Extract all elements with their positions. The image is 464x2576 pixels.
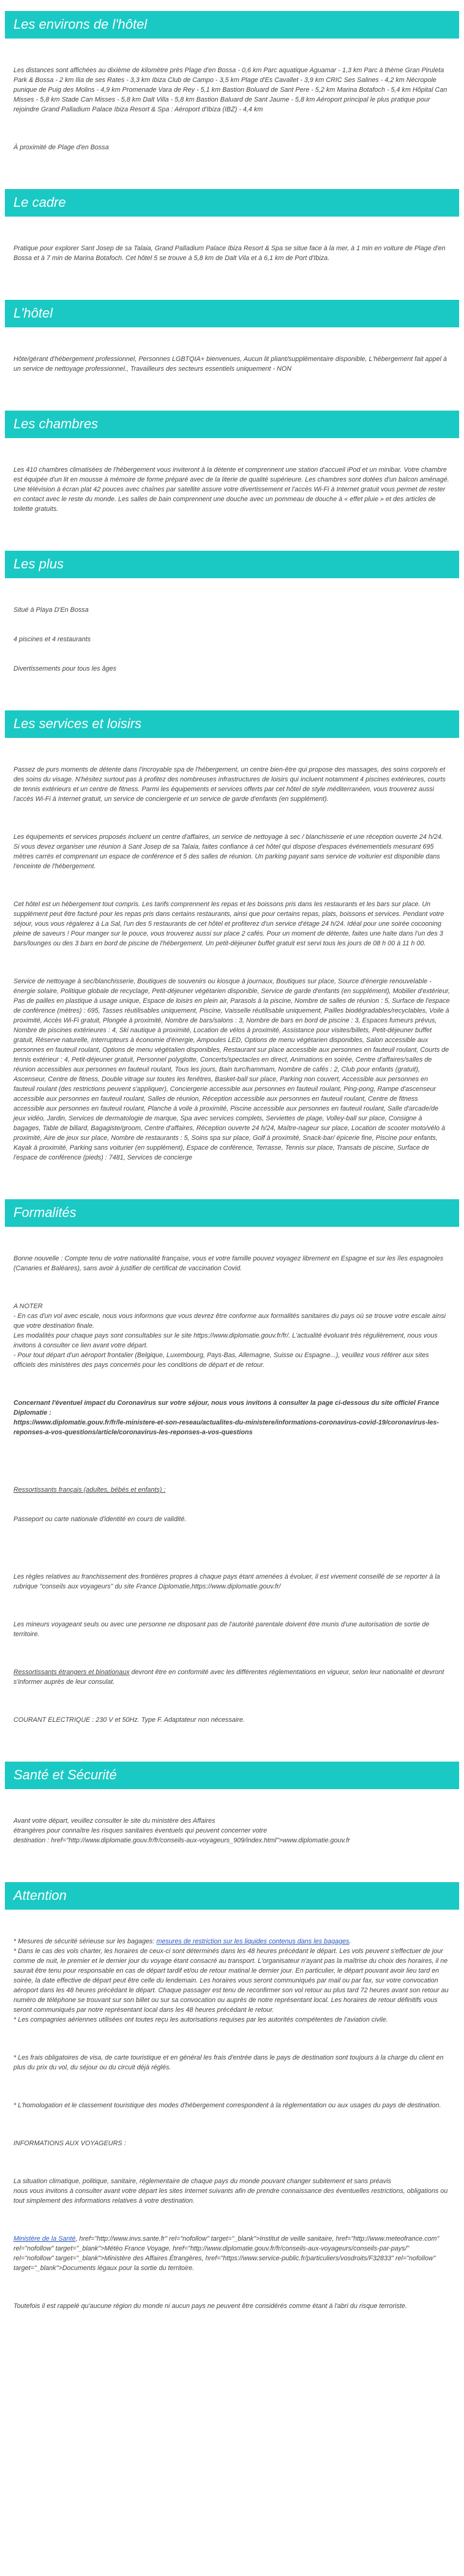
section-environs bbox=[0, 11, 464, 172]
chambres-text: Les 410 chambres climatisées de l'hébergement vous inviteront à la détente et comprennent une station d'accueil iPod et un minibar. Votre chambre est équipée d'un lit en mousse à mémoire de forme préparé avec de la literie de qualité supérieure. Les chambres sont dotées d'un balcon aménagé. Une télévision à écran plat 42 pouces avec chaînes par satellite assure votre divertissement et l'accès Wi-Fi à Internet gratuit vous permet de rester en contact avec le reste du monde. Les salles de bain comprennent une douche avec un pommeau de douche à « effet pluie » et des articles de toilette gratuits. bbox=[13, 466, 451, 513]
formalites-good-news: Bonne nouvelle : Compte tenu de votre nationalité française, vous et votre famille pouvez voyagez librement en Espagne et sur les îles espagnoles (Canaries et Baléares), sans avoir à justifier de certificat de vaccination Covid. bbox=[13, 1255, 446, 1272]
sante-text: Avant votre départ, veuillez consulter le site du ministère des Affaires étrangères pour connaître les risques sanitaires éventuels qui peuvent concerner votre destination : href="http://www.diplomatie.gouv.fr/fr/conseils-aux-voyageurs_909/index.html">www.diplomatie.gouv.fr bbox=[13, 1817, 350, 1844]
cadre-text: Pratique pour explorer Sant Josep de sa Talaia, Grand Palladium Palace Ibiza Resort & Spa se situe face à la mer, à 1 min en voiture de Plage d'en Bossa et à 7 min de Marina Botafoch. Cet hôtel 5 se trouve à 5,8 km de Dalt Vila et à 6,1 km de Port d'Ibiza. bbox=[13, 245, 447, 262]
environs-proximity: À proximité de Plage d'en Bossa bbox=[13, 144, 109, 151]
attention-situation-text: La situation climatique, politique, sanitaire, réglementaire de chaque pays du monde pouvant changer subitement et sans préavis nous vous invitons à consulter avant votre départ les sites Internet suivants afin de prendre connaissance des éventuelles restrictions, obligations ou tout simplement des informations relatives à votre destination. bbox=[13, 2178, 448, 2205]
section-body-attention bbox=[5, 1910, 459, 2331]
formalites-french-nationals-heading: Ressortissants français (adultes, bébés et enfants) : bbox=[13, 1486, 166, 1494]
section-body-sante bbox=[5, 1789, 459, 1865]
section-body-plus bbox=[5, 578, 459, 693]
services-spa-text: Passez de purs moments de détente dans l'incroyable spa de l'hébergement, un centre bien-être qui propose des massages, des soins corporels et des soins du visage. N'hésitez surtout pas à profitez des nombreuses infrastructures de loisirs qui incluent notamment 4 piscines extérieures, courts de tennis extérieurs et un centre de fitness. Parmi les équipements et services offerts par cet hôtel de style méditerranéen, vous trouverez aussi l'accès Wi-Fi à Internet gratuit, un service de conciergerie et un service de garde d'enfants (en supplément). bbox=[13, 766, 448, 803]
section-title-chambres: Les chambres bbox=[5, 411, 459, 438]
section-title-services: Les services et loisirs bbox=[5, 710, 459, 738]
attention-accommodation-rating: * L'homologation et le classement touristique des modes d'hébergement correspondent à la réglementation ou aux usages du pays de destination. bbox=[13, 2102, 441, 2109]
formalites-covid-notice: Concernant l'éventuel impact du Coronavirus sur votre séjour, nous vous invitons à consulter la page ci-dessous du site officiel France Diplomatie : https://www.diplomatie.gouv.fr/fr/le-ministere-et-son-reseau/actualites-du-ministere/informations-coronavirus-covid-19/coronavirus-les-reponses-a-vos-questions/article/coronavirus-les-reponses-a-vos-questions bbox=[13, 1399, 440, 1436]
section-body-environs bbox=[5, 39, 459, 172]
section-body-formalites bbox=[5, 1227, 459, 1744]
section-chambres bbox=[0, 411, 464, 534]
section-sante bbox=[0, 1762, 464, 1865]
ministry-health-link[interactable]: Ministère de la Santé bbox=[13, 2235, 76, 2243]
attention-luggage-intro: * Mesures de sécurité sérieuse sur les bagages: bbox=[13, 1938, 157, 1945]
plus-item: 4 piscines et 4 restaurants bbox=[13, 636, 91, 643]
section-title-attention: Attention bbox=[5, 1882, 459, 1910]
section-body-hotel bbox=[5, 327, 459, 393]
section-hotel bbox=[0, 300, 464, 393]
services-dining-text: Cet hôtel est un hébergement tout compris. Les tarifs comprennent les repas et les boissons pris dans les restaurants et les bars sur place. Un supplément peut être facturé pour les repas pris dans certains restaurants, ainsi que pour certains repas, plats, boissons et services. Pendant votre séjour, vous vous régalerez à La Sal, l'un des 5 restaurants de cet hôtel et profiterez d'un service d'étage 24 h/24. Idéal pour une soirée cocooning pleine de saveurs ! Pour manger sur le pouce, vous trouverez aussi sur place 2 cafés. Pour un moment de détente, faites une halte dans l'un des 3 bars/lounges ou des 3 bars en bord de piscine de l'hébergement. Un petit-déjeuner buffet gratuit est servi tous les jours de 08 h 00 à 11 h 00. bbox=[13, 901, 446, 947]
hotel-text: Hôte/gérant d'hébergement professionnel, Personnes LGBTQIA+ bienvenues, Aucun lit pliant/supplémentaire disponible, L'hébergement fait appel à un service de nettoyage professionnel., Travailleurs des secteurs essentiels uniquement - NON bbox=[13, 356, 449, 373]
formalites-electricity: COURANT ELECTRIQUE : 230 V et 50Hz. Type F. Adaptateur non nécessaire. bbox=[13, 1716, 245, 1724]
section-body-cadre bbox=[5, 217, 459, 283]
plus-item: Situé à Playa D'En Bossa bbox=[13, 606, 89, 614]
attention-visa-fees: * Les frais obligatoires de visa, de carte touristique et en général les frais d'entrée dans le pays de destination sont toujours à la charge du client en plus du prix du vol, du séjour ou du circuit déjà réglés. bbox=[13, 2054, 446, 2071]
section-body-services bbox=[5, 738, 459, 1182]
attention-links-text: , href="http://www.invs.sante.fr" rel="nofollow" target="_blank">Institut de veille sanitaire, href="http://www.meteofrance.com" rel="nofollow" target="_blank">Météo France Voyage, href="http://www.diplomatie.gouv.fr/fr/conseils-aux-voyageurs/conseils-par-pays/" rel="nofollow" target="_blank">Ministère des Affaires Étrangères, href="https://www.service-public.fr/particuliers/vosdroits/F32833" rel="nofollow" target="_blank">Documents légaux pour la sortie du territoire. bbox=[13, 2235, 441, 2272]
environs-distances: Les distances sont affichées au dixième de kilomètre près Plage d'en Bossa - 0,6 km Parc aquatique Aguamar - 1,3 km Parc à thème Gran Piruleta Park & Bossa - 2 km Ilia de ses Rates - 3,3 km Ibiza Club de Campo - 3,5 km Plage d'Es Cavallet - 3,9 km CRIC Ses Salines - 4,2 km Nécropole punique de Puig des Molins - 4,9 km Promenade Vara de Rey - 5,1 km Bastion Boluard de Sant Pere - 5,2 km Marina Botafoch - 5,4 km Hôpital Can Misses - 5,8 km Stade Can Misses - 5,8 km Dalt Villa - 5,8 km Bastion Baluard de Sant Jaume - 5,8 km Aéroport principal le plus pratique pour rejoindre Grand Palladium Palace Ibiza Resort & Spa : Aéroport d'Ibiza (IBZ) - 4,4 km bbox=[13, 67, 449, 113]
section-plus bbox=[0, 551, 464, 693]
services-business-text: Les équipements et services proposés incluent un centre d'affaires, un service de nettoyage à sec / blanchisserie et une réception ouverte 24 h/24. Si vous devez organiser une réunion à Sant Josep de sa Talaia, faites confiance à cet hôtel qui dispose d'espaces événementiels mesurant 695 mètres carrés et comprenant un espace de conférence et 5 des salles de réunion. Un parking payant sans service de voiturier est disponible dans l'enceinte de l'hébergement. bbox=[13, 833, 445, 870]
section-title-cadre: Le cadre bbox=[5, 189, 459, 217]
attention-travel-info-heading: INFORMATIONS AUX VOYAGEURS : bbox=[13, 2140, 126, 2147]
liquid-restrictions-link[interactable]: mesures de restriction sur les liquides contenus dans les bagages bbox=[156, 1938, 350, 1945]
section-formalites bbox=[0, 1199, 464, 1744]
section-cadre bbox=[0, 189, 464, 283]
section-attention bbox=[0, 1882, 464, 2331]
section-title-plus: Les plus bbox=[5, 551, 459, 578]
section-title-hotel: L'hôtel bbox=[5, 300, 459, 327]
formalites-french-nationals-text: Passeport ou carte nationale d'identité en cours de validité. bbox=[13, 1516, 187, 1523]
formalites-note: A NOTER - En cas d'un vol avec escale, nous vous informons que vous devrez être conforme aux formalités sanitaires du pays où se trouve votre escale ainsi que votre destination finale. Les modalités pour chaque pays sont consultables sur le site https://www.diplomatie.gouv.fr/fr/. L'actualité évoluant très régulièrement, nous vous invitons à consulter ce lien avant votre départ. - Pour tout départ d'un aéroport frontalier (Belgique, Luxembourg, Pays-Bas, Allemagne, Suisse ou Espagne...), veuillez vous référer aux sites officiels des ministères des pays concernés pour les conditions de départ et de retour. bbox=[13, 1303, 446, 1369]
formalites-foreign-nationals-text: devront être en conformité avec les différentes réglementations en vigueur, selon leur nationalité et devront s'informer auprès de leur consulat. bbox=[13, 1669, 446, 1686]
services-amenities-list: Service de nettoyage à sec/blanchisserie, Boutiques de souvenirs ou kiosque à journaux, Boutiques sur place, Source d'énergie renouvelable - énergie solaire, Politique globale de recyclage, Petit-déjeuner végétarien disponible, Service de garde d'enfants (en supplément), Mobilier d'extérieur, Pas de pailles en plastique à usage unique, Espace de loisirs en plein air, Parasols à la piscine, Nombre de salles de réunion : 5, Surface de l'espace de conférence (mètres) : 695, Tasses réutilisables uniquement, Piscine, Vaisselle réutilisable uniquement, Pailles biodégradables/recyclables, Voile à proximité, Accès Wi-Fi gratuit, Plongée à proximité, Nombre de bars/salons : 3, Nombre de bars en bord de piscine : 3, Espaces fumeurs prévus, Nombre de piscines extérieures : 4, Ski nautique à proximité, Location de vélos à proximité, Assistance pour visites/billets, Petit-déjeuner buffet gratuit, Réserve naturelle, Interrupteurs à économie d'énergie, Ampoules LED, Options de menu végétarien disponibles, Salon accessible aux personnes en fauteuil roulant, Options de menu végétalien disponibles, Restaurant sur place accessible aux personnes en fauteuil roulant, Courts de tennis extérieur : 4, Petit-déjeuner gratuit, Personnel polyglotte, Concerts/spectacles en direct, Animations en soirée, Centre d'affaires/salles de réunion accessibles aux personnes en fauteuil roulant, Tous les jours, Bain turc/hammam, Nombre de cafés : 2, Club pour enfants (gratuit), Ascenseur, Centre de fitness, Double vitrage sur toutes les fenêtres, Basket-ball sur place, Parking non couvert, Accessible aux personnes en fauteuil roulant (des restrictions peuvent s'appliquer), Conciergerie accessible aux personnes en fauteuil roulant, Ping-pong, Rampe d'ascenseur accessible aux personnes en fauteuil roulant, Salles de réunion, Réception accessible aux personnes en fauteuil roulant, Centre de fitness accessible aux personnes en fauteuil roulant, Planche à voile à proximité, Piscine accessible aux personnes en fauteuil roulant, Salle d'arcade/de jeux vidéo, Jardin, Services de dermatologie de marque, Spa avec services complets, Serviettes de plage, Volley-ball sur place, Consigne à bagages, Table de billard, Bagagiste/groom, Centre d'affaires, Réception ouverte 24 h/24, Maître-nageur sur place, Location de scooter moto/vélo à proximité, Aire de jeux sur place, Nombre de restaurants : 5, Soins spa sur place, Golf à proximité, Snack-bar/ épicerie fine, Piscine pour enfants, Kayak à proximité, Parking sans voiturier (en supplément), Espace de conférence, Terrasse, Tennis sur place, Transats de piscine, Surface de l'espace de conférence (pieds) : 7481, Services de concierge bbox=[13, 978, 452, 1161]
section-title-formalites: Formalités bbox=[5, 1199, 459, 1227]
plus-item: Divertissements pour tous les âges bbox=[13, 665, 117, 672]
attention-terrorism-text: Toutefois il est rappelé qu'aucune région du monde ni aucun pays ne peuvent être considérés comme étant à l'abri du risque terroriste. bbox=[13, 2302, 407, 2310]
section-title-sante: Santé et Sécurité bbox=[5, 1762, 459, 1789]
attention-flights-text: . * Dans le cas des vols charter, les horaires de ceux-ci sont déterminés dans les 48 heures précédant le départ. Les vols peuvent s'effectuer de jour comme de nuit, le premier et le dernier jour du voyage étant consacré au transport. L'organisateur n'ayant pas la maîtrise du choix des horaires, il ne saurait être tenu pour responsable en cas de départ tardif et/ou de retour matinal le dernier jour. En particulier, le départ pouvant avoir lieu tard en soirée, la date effective de départ peut être celle du lendemain. Les horaires vous seront communiqués par mail ou par fax, sur votre convocation aéroport dans les 48 heures précédant le départ. Chaque passager est tenu de reconfirmer son vol retour au plus tard 72 heures avant son retour au numéro de téléphone se trouvant sur son billet ou sur sa convocation ou auprès de notre représentant local. Les horaires de retour définitifs vous seront communiqués par notre représentant local dans les 48 heures précédant le retour. * Les compagnies aériennes utilisées ont toutes reçu les autorisations requises par les autorités compétentes de l'aviation civile. bbox=[13, 1938, 449, 2023]
section-title-environs: Les environs de l'hôtel bbox=[5, 11, 459, 39]
section-body-chambres bbox=[5, 438, 459, 534]
formalites-minors-text: Les mineurs voyageant seuls ou avec une personne ne disposant pas de l'autorité parentale doivent être munis d'une autorisation de sortie de territoire. bbox=[13, 1621, 432, 1638]
formalites-foreign-nationals-heading: Ressortissants étrangers et binationaux bbox=[13, 1669, 130, 1676]
section-services bbox=[0, 710, 464, 1182]
formalites-borders-text: Les règles relatives au franchissement des frontières propres à chaque pays étant amenées à évoluer, il est vivement conseillé de se reporter à la rubrique "conseils aux voyageurs" du site France Diplomatie,https://www.diplomatie.gouv.fr/ bbox=[13, 1573, 442, 1590]
